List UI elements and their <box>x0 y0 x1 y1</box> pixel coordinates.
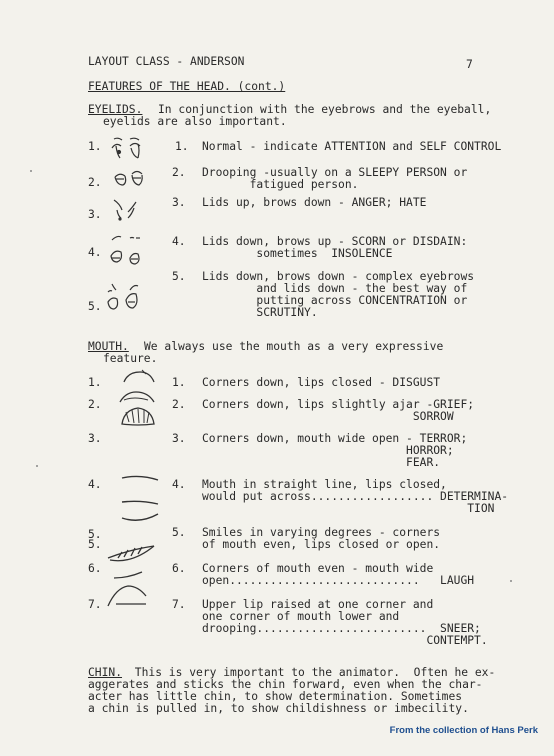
mouth-item-text: Corners of mouth even - mouth wide <box>202 562 434 575</box>
mouth-item-text: FEAR. <box>202 456 441 469</box>
eyelid-sketch-number: 2. <box>88 176 102 189</box>
eyelids-heading: EYELIDS. <box>88 103 143 116</box>
mouth-sketch-disgust <box>120 366 160 386</box>
mouth-item-text: Corners down, lips closed - DISGUST <box>202 376 441 389</box>
mouth-item-text: SORROW <box>202 410 454 423</box>
mouth-sketch-determined <box>116 468 162 524</box>
eyelid-item-text: and lids down - the best way of <box>202 282 468 295</box>
mouth-item-index: 1. <box>172 376 186 389</box>
chin-text-line-3: acter has little chin, to show determination. Sometimes <box>88 690 463 703</box>
mouth-item-index: 2. <box>172 398 186 411</box>
eyelid-sketch-number: 5. <box>88 300 102 313</box>
eyelid-item-text: Lids up, brows down - ANGER; HATE <box>202 196 427 209</box>
eye-sketch-normal <box>108 136 154 162</box>
mouth-item-text: Corners down, mouth wide open - TERROR; <box>202 432 468 445</box>
mouth-item-text: one corner of mouth lower and <box>202 610 400 623</box>
eye-sketch-scornful <box>108 232 150 268</box>
mouth-item-index: 3. <box>172 432 186 445</box>
eyelid-sketch-number: 3. <box>88 208 102 221</box>
eyelid-item-text: putting across CONCENTRATION or <box>202 294 468 307</box>
mouth-sketch-number: 7. <box>88 598 102 611</box>
mouth-item-text: TION <box>202 502 495 515</box>
eyelid-item-text: sometimes INSOLENCE <box>202 247 393 260</box>
eyelids-intro-line-2: eyelids are also important. <box>103 115 287 128</box>
mouth-sketch-number: 2. <box>88 398 102 411</box>
paper-speck <box>30 170 32 172</box>
paper-speck <box>36 465 38 467</box>
eyelid-item-index: 3. <box>172 196 186 209</box>
mouth-intro-line-2: feature. <box>103 352 158 365</box>
mouth-item-index: 4. <box>172 478 186 491</box>
chin-text-line-2: aggerates and sticks the chin forward, even when the char- <box>88 678 483 691</box>
mouth-item-text: drooping......................... SNEER; <box>202 622 481 635</box>
eyelids-intro-line-1: In conjunction with the eyebrows and the eyeball, <box>158 103 492 116</box>
chin-heading: CHIN. <box>88 666 123 679</box>
eyelid-item-index: 5. <box>172 270 186 283</box>
mouth-sketch-number: 4. <box>88 478 102 491</box>
mouth-heading: MOUTH. <box>88 340 129 353</box>
mouth-sketch-terror <box>118 404 158 428</box>
mouth-item-text: Mouth in straight line, lips closed, <box>202 478 447 491</box>
eye-sketch-drooping <box>112 165 152 189</box>
eyelid-item-text: Drooping -usually on a SLEEPY PERSON or <box>202 166 468 179</box>
eyelid-item-index: 4. <box>172 235 186 248</box>
mouth-sketch-number: 6. <box>88 562 102 575</box>
mouth-item-text: open............................ LAUGH <box>202 574 475 587</box>
mouth-item-text: of mouth even, lips closed or open. <box>202 538 441 551</box>
paper-speck <box>510 580 512 582</box>
mouth-item-text: Corners down, lips slightly ajar -GRIEF; <box>202 398 475 411</box>
mouth-item-index: 6. <box>172 562 186 575</box>
mouth-sketch-number: 1. <box>88 376 102 389</box>
eyelid-item-index: 1. <box>175 140 189 153</box>
mouth-item-index: 5. <box>172 526 186 539</box>
eyelid-item-text: fatigued person. <box>202 178 359 191</box>
mouth-item-text: would put across.................. DETERMINA- <box>202 490 509 503</box>
collection-credit: From the collection of Hans Perk <box>389 725 538 736</box>
mouth-item-text: Smiles in varying degrees - corners <box>202 526 441 539</box>
mouth-sketch-sneer <box>104 570 152 610</box>
eyelid-item-index: 2. <box>172 166 186 179</box>
eye-sketch-concentrating <box>104 280 148 314</box>
document-title: LAYOUT CLASS - ANDERSON <box>88 55 245 68</box>
mouth-item-text: CONTEMPT. <box>202 634 488 647</box>
page-number: 7 <box>466 58 473 71</box>
mouth-sketch-smile <box>106 538 158 568</box>
mouth-intro-line-1: We always use the mouth as a very expressive <box>144 340 444 353</box>
mouth-item-text: HORROR; <box>202 444 454 457</box>
eyelid-item-text: SCRUTINY. <box>202 306 318 319</box>
eyelid-item-text: Lids down, brows down - complex eyebrows <box>202 270 475 283</box>
mouth-sketch-number: 5. <box>88 528 102 541</box>
eyelid-item-text: Lids down, brows up - SCORN or DISDAIN: <box>202 235 468 248</box>
eyelid-sketch-number: 1. <box>88 140 102 153</box>
mouth-item-text: Upper lip raised at one corner and <box>202 598 434 611</box>
section-title: FEATURES OF THE HEAD. (cont.) <box>88 80 286 93</box>
mouth-sketch-number: 3. <box>88 432 102 445</box>
mouth-item-index: 7. <box>172 598 186 611</box>
mouth-sketch-number: 5. <box>88 538 102 551</box>
chin-text-line-4: a chin is pulled in, to show childishness or imbecility. <box>88 702 469 715</box>
eyelid-sketch-number: 4. <box>88 246 102 259</box>
eye-sketch-angry <box>108 196 148 224</box>
eyelid-item-text: Normal - indicate ATTENTION and SELF CONTROL <box>202 140 502 153</box>
chin-text-line-1: This is very important to the animator. Often he ex- <box>128 666 496 679</box>
